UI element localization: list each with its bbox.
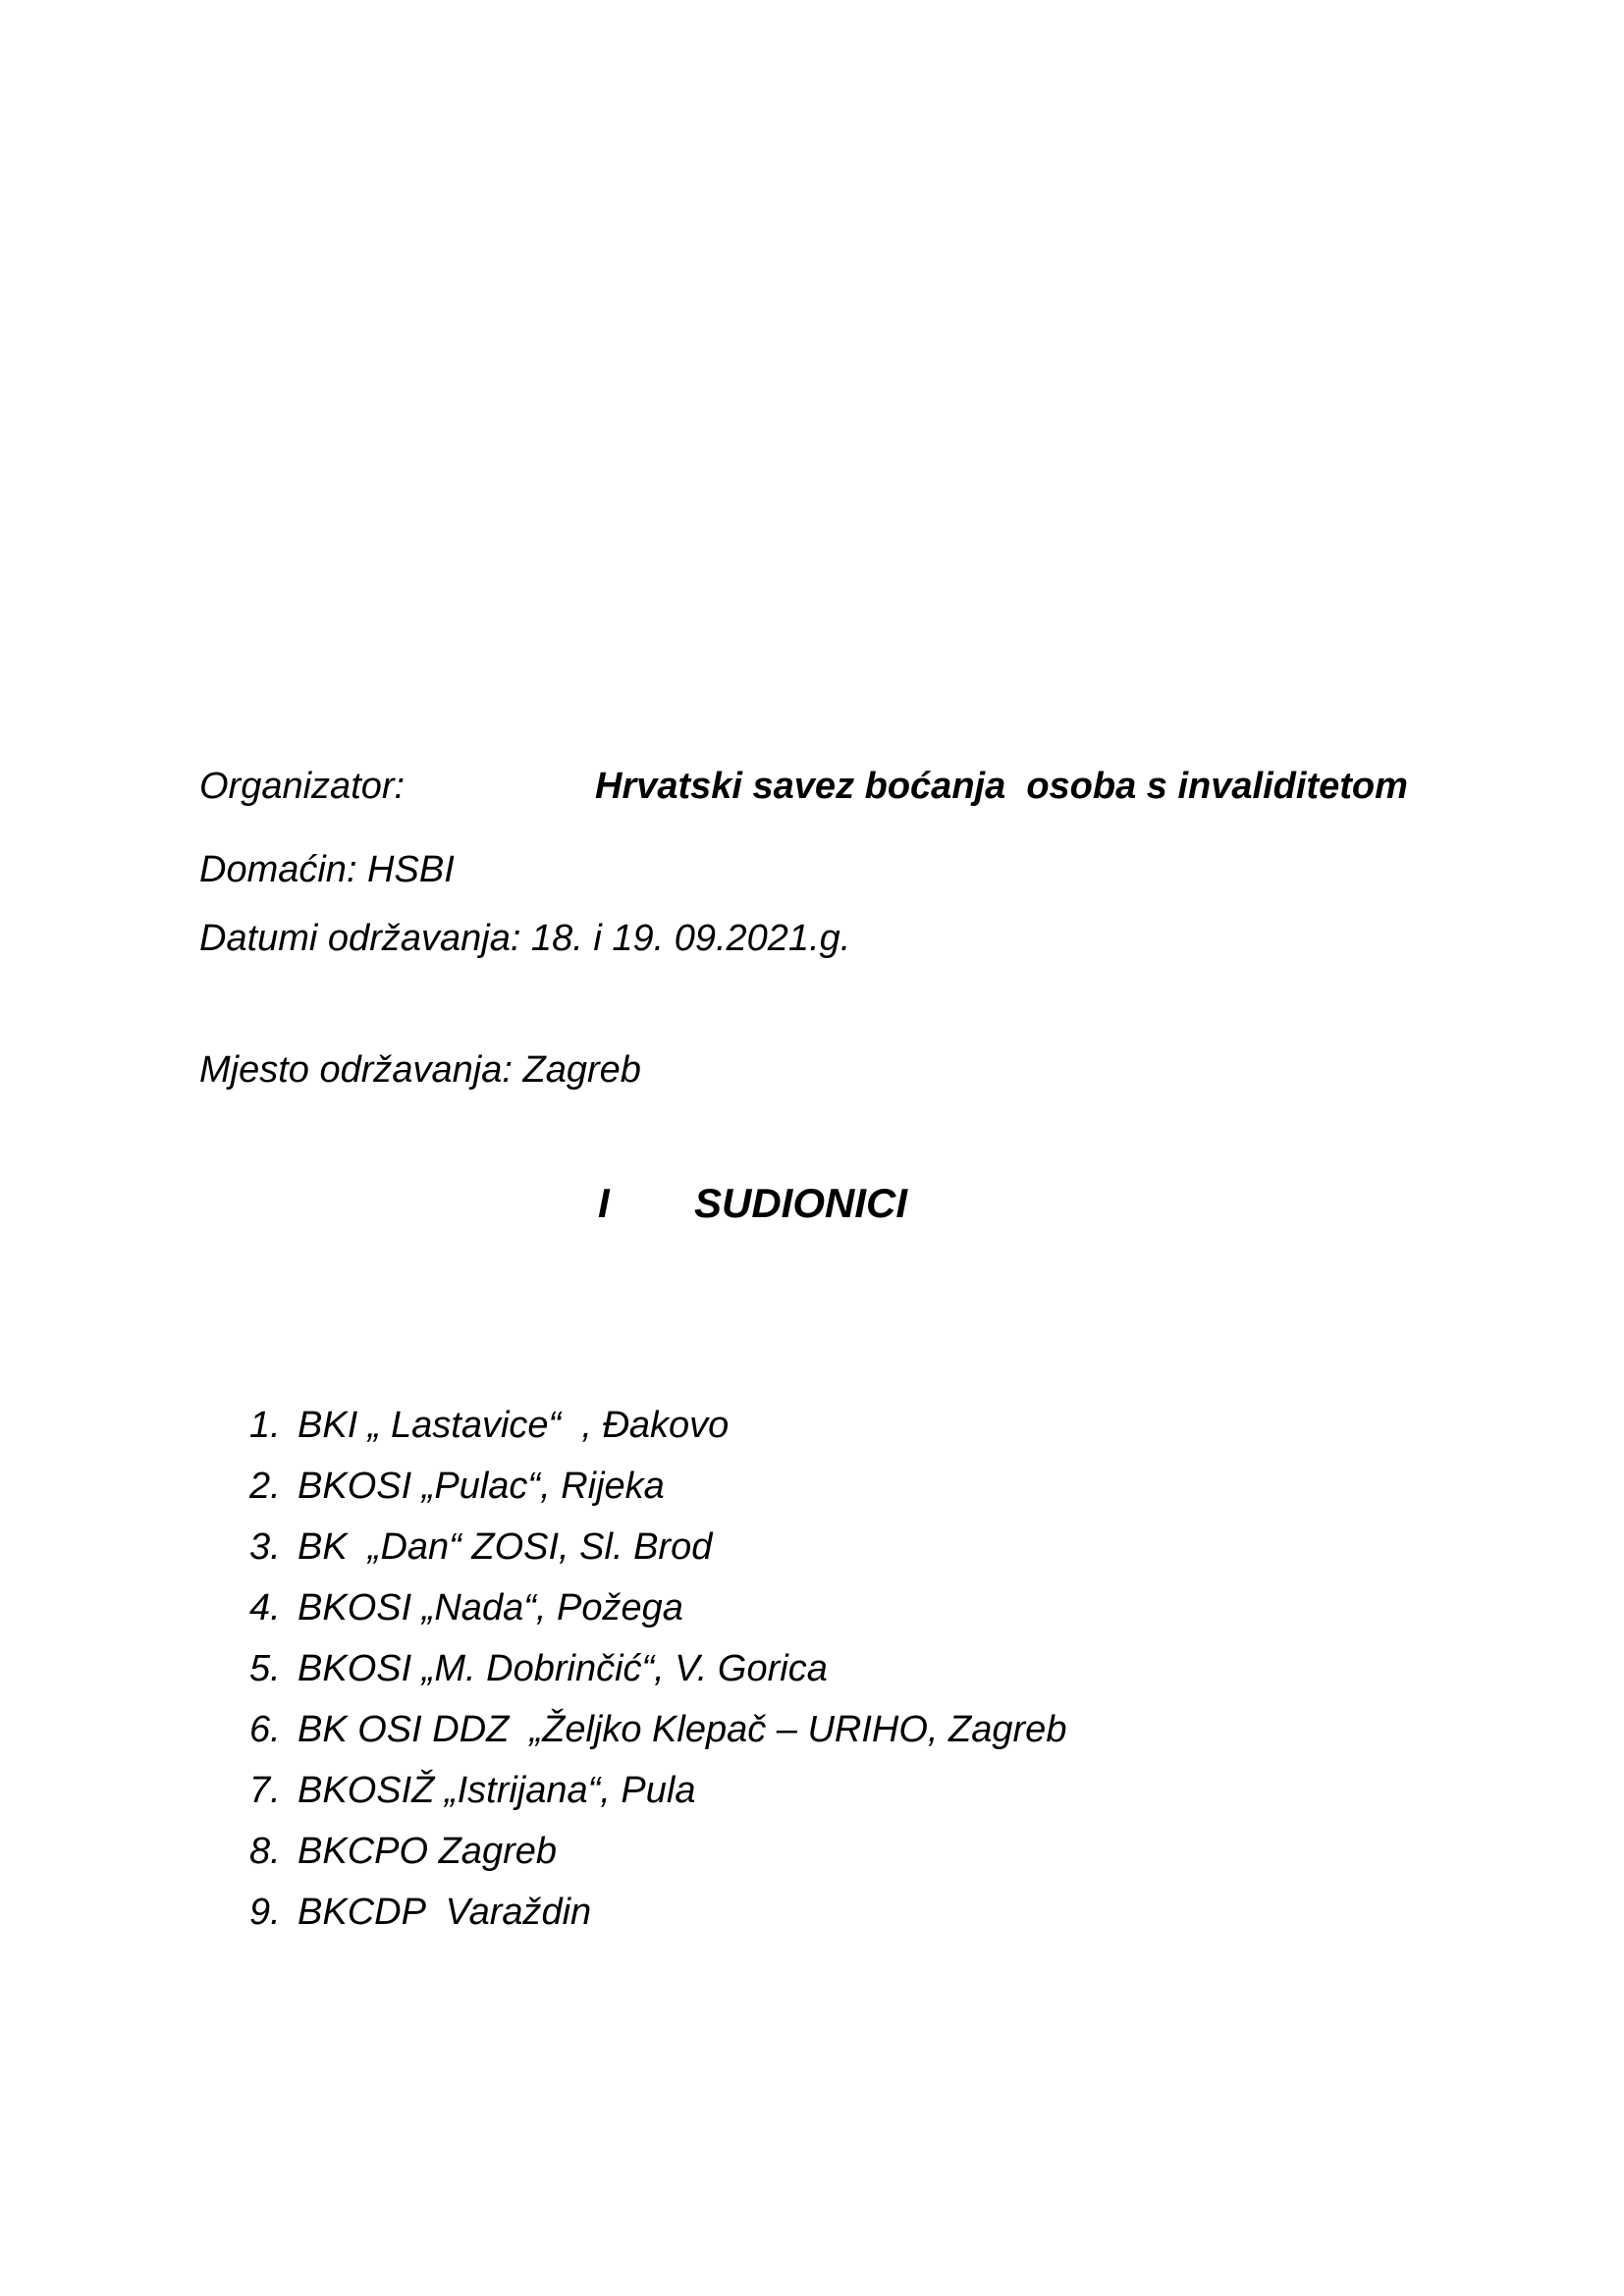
- list-item-number: 4.: [249, 1587, 281, 1629]
- dates-line: Datumi održavanja: 18. i 19. 09.2021.g.: [199, 918, 851, 959]
- participants-list: [249, 1407, 1066, 1954]
- list-item-number: 6.: [249, 1709, 281, 1750]
- list-item: [249, 1833, 1066, 1894]
- list-item-number: 7.: [249, 1770, 281, 1811]
- list-item-name: BK „Dan“ ZOSI, Sl. Brod: [298, 1526, 713, 1568]
- organizer-label: Organizator:: [199, 766, 406, 807]
- list-item: [249, 1894, 1066, 1954]
- list-item-number: 9.: [249, 1892, 281, 1933]
- section-number: I: [598, 1180, 610, 1226]
- list-item-number: 1.: [249, 1405, 281, 1446]
- list-item-number: 2.: [249, 1466, 281, 1507]
- list-item-number: 5.: [249, 1648, 281, 1689]
- list-item: [249, 1528, 1066, 1589]
- list-item: [249, 1711, 1066, 1772]
- list-item-name: BKOSI „Nada“, Požega: [298, 1587, 683, 1629]
- organizer-value: Hrvatski savez boćanja osoba s invaliditetom: [595, 766, 1408, 807]
- list-item-name: BKOSIŽ „Istrijana“, Pula: [298, 1770, 696, 1811]
- list-item-number: 3.: [249, 1526, 281, 1568]
- list-item-name: BKOSI „Pulac“, Rijeka: [298, 1466, 665, 1507]
- section-title: SUDIONICI: [694, 1180, 908, 1226]
- list-item: [249, 1468, 1066, 1528]
- list-item-name: BK OSI DDZ „Željko Klepač – URIHO, Zagreb: [298, 1709, 1067, 1750]
- list-item-name: BKCDP Varaždin: [298, 1892, 592, 1933]
- host-line: Domaćin: HSBI: [199, 849, 455, 890]
- list-item: [249, 1772, 1066, 1833]
- list-item: [249, 1650, 1066, 1711]
- list-item-name: BKCPO Zagreb: [298, 1831, 557, 1872]
- list-item-number: 8.: [249, 1831, 281, 1872]
- list-item-name: BKOSI „M. Dobrinčić“, V. Gorica: [298, 1648, 828, 1689]
- list-item: [249, 1589, 1066, 1650]
- place-line: Mjesto održavanja: Zagreb: [199, 1049, 641, 1091]
- list-item-name: BKI „ Lastavice“ , Đakovo: [298, 1405, 730, 1446]
- list-item: [249, 1407, 1066, 1468]
